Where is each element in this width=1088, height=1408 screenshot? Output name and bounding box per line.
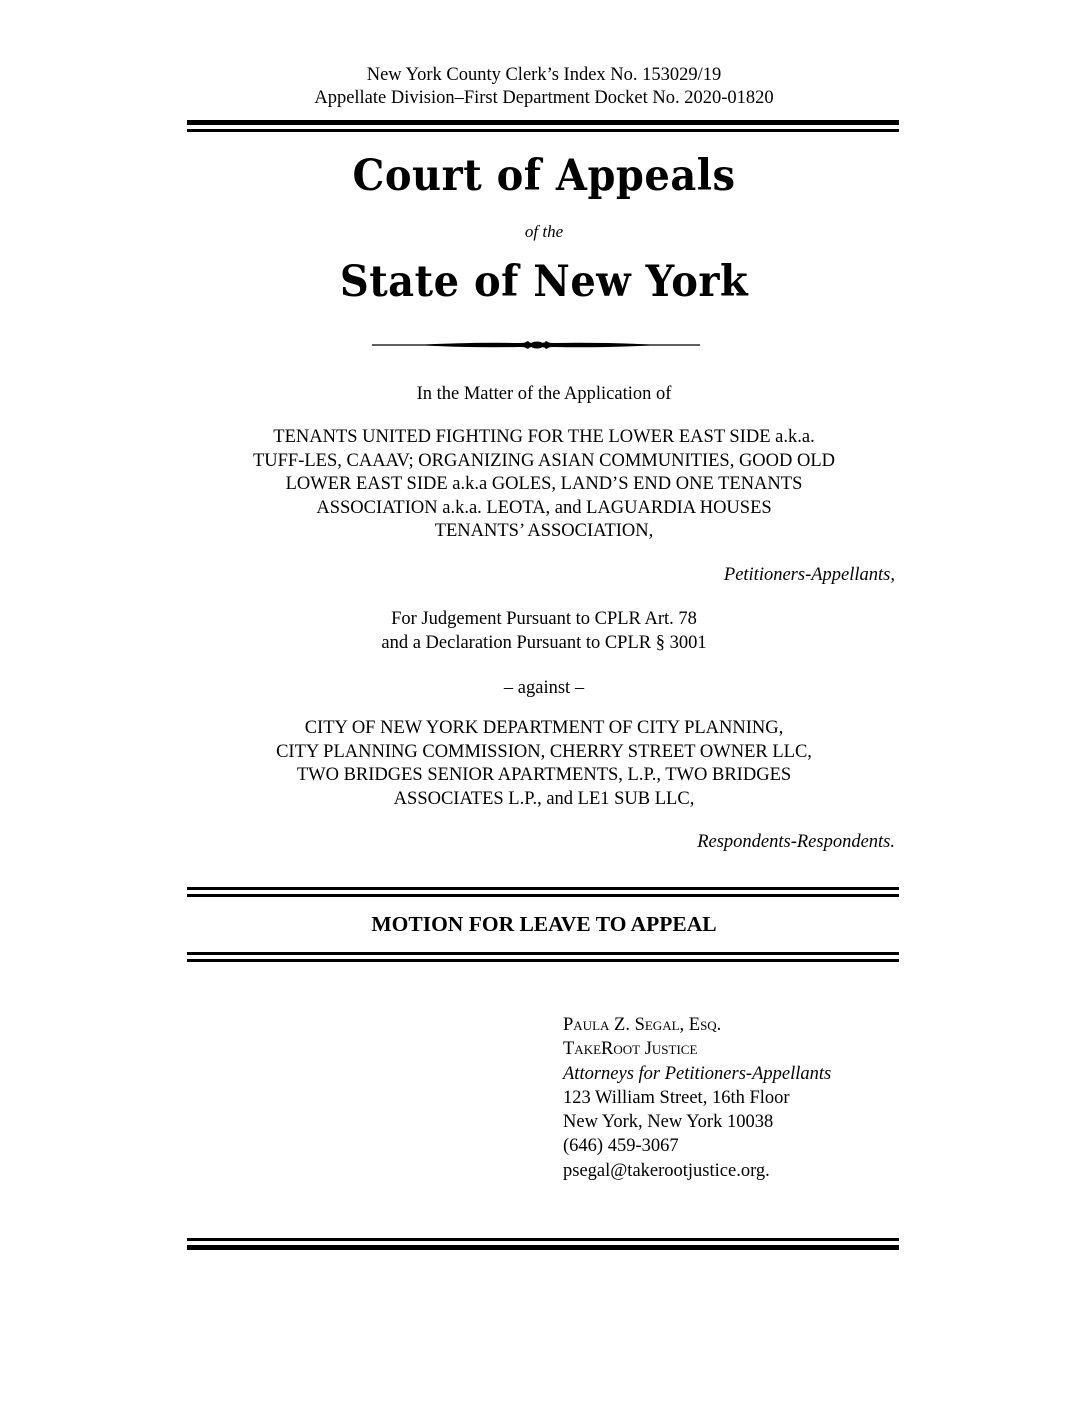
attorney-name: Paula Z. Segal, Esq. [563, 1015, 722, 1035]
relief-line: and a Declaration Pursuant to CPLR § 3001 [381, 632, 707, 653]
respondents-role: Respondents-Respondents. [697, 832, 895, 852]
petitioners-block [0, 426, 1088, 544]
respondent-line: ASSOCIATES L.P., and LE1 SUB LLC, [393, 788, 695, 809]
docket-header [0, 64, 1088, 110]
top-rule-thin [187, 129, 899, 132]
bottom-rule-thin [187, 1238, 899, 1241]
top-rule-thick [187, 120, 899, 125]
title-rule-top-1 [187, 887, 899, 890]
petitioner-line: ASSOCIATION a.k.a. LEOTA, and LAGUARDIA HOUSES [316, 497, 772, 518]
matter-intro: In the Matter of the Application of [416, 384, 672, 404]
attorney-address-line1: 123 William Street, 16th Floor [563, 1087, 790, 1108]
title-rule-bottom-2 [187, 959, 899, 962]
petitioner-line: TENANTS’ ASSOCIATION, [434, 521, 654, 541]
attorney-firm: TakeRoot Justice [563, 1039, 698, 1060]
respondents-block [0, 717, 1088, 811]
attorney-role: Attorneys for Petitioners-Appellants [563, 1063, 832, 1084]
attorney-block [563, 1013, 831, 1183]
index-number: New York County Clerk’s Index No. 153029/19 [366, 65, 722, 85]
court-name: Court of Appeals [352, 150, 736, 201]
respondent-line: TWO BRIDGES SENIOR APARTMENTS, L.P., TWO BRIDGES [296, 765, 792, 785]
petitioner-line: TENANTS UNITED FIGHTING FOR THE LOWER EAST SIDE a.k.a. [273, 427, 815, 447]
respondent-line: CITY OF NEW YORK DEPARTMENT OF CITY PLANNING, [304, 718, 784, 738]
title-rule-bottom-1 [187, 952, 899, 955]
attorney-email: psegal@takerootjustice.org. [563, 1160, 770, 1181]
court-state: State of New York [339, 256, 749, 307]
against-divider: – against – [503, 678, 585, 698]
relief-block [0, 608, 1088, 655]
relief-line: For Judgement Pursuant to CPLR Art. 78 [391, 609, 697, 629]
petitioners-role: Petitioners-Appellants, [723, 565, 895, 585]
document-title: MOTION FOR LEAVE TO APPEAL [371, 912, 717, 936]
petitioner-line: TUFF-LES, CAAAV; ORGANIZING ASIAN COMMUNITIES, GOOD OLD [252, 450, 836, 471]
bottom-rule-thick [187, 1245, 899, 1250]
petitioner-line: LOWER EAST SIDE a.k.a GOLES, LAND’S END ONE TENANTS [285, 474, 803, 494]
title-rule-top-2 [187, 894, 899, 897]
attorney-phone: (646) 459-3067 [563, 1136, 679, 1157]
ornament-divider [370, 337, 704, 353]
docket-number: Appellate Division–First Department Docket No. 2020-01820 [314, 88, 774, 108]
court-connector: of the [524, 222, 564, 241]
attorney-address-line2: New York, New York 10038 [563, 1112, 774, 1133]
respondent-line: CITY PLANNING COMMISSION, CHERRY STREET OWNER LLC, [276, 741, 812, 762]
